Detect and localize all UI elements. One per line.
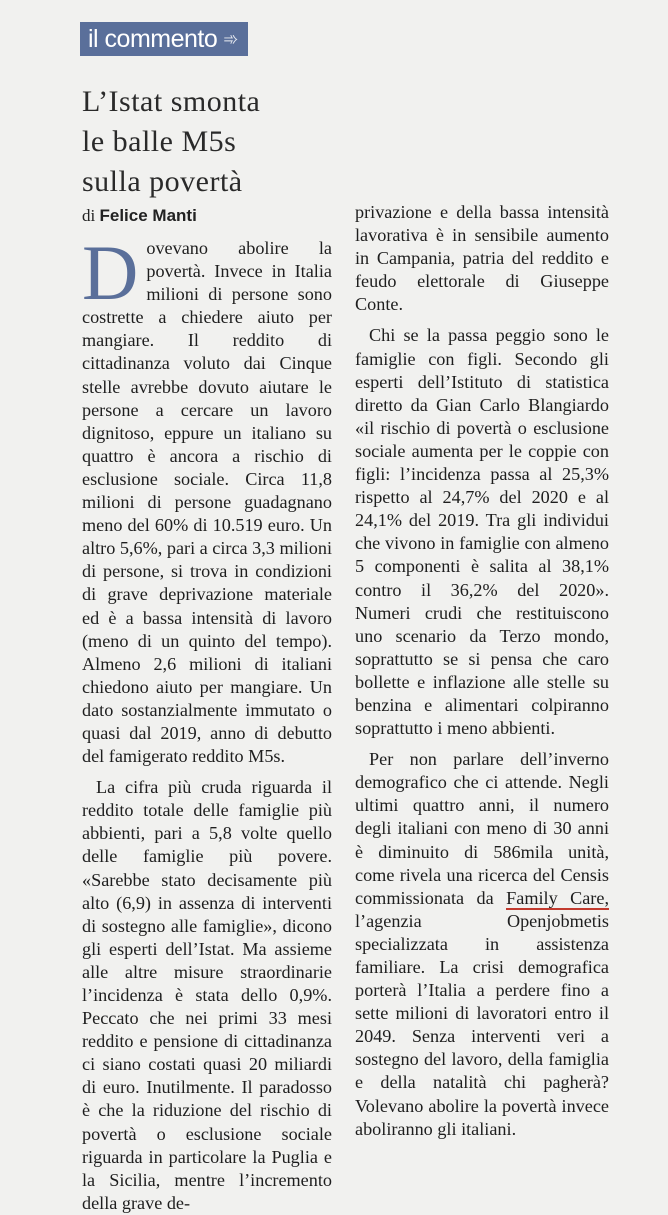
headline-line-1: L’Istat smonta bbox=[82, 85, 261, 118]
paragraph-5-end: l’agenzia Openjobmetis specializzata in assistenza familiare. La crisi demografica porterà l’Italia a perdere fino a sette milioni di lavoratori entro il 2049. Senza interventi veri a sostegno del lavoro, della famiglia e della natalità chi pagherà? Volevano abolire la povertà invece aboliranno gli italiani. bbox=[355, 910, 609, 1139]
headline bbox=[82, 82, 422, 202]
drop-cap: D bbox=[82, 229, 139, 316]
byline-prefix: di bbox=[82, 206, 96, 225]
headline-line-3: sulla povertà bbox=[82, 165, 243, 198]
article-column-2 bbox=[355, 201, 609, 1141]
paragraph-5-start: Per non parlare dell’inverno demografico che ci attende. Negli ultimi quattro anni, il numero degli italiani con meno di 30 anni è diminuito di 586mila unità, come rivela una ricerca del Censis commissionata da bbox=[355, 749, 609, 908]
article-column-1 bbox=[82, 229, 332, 1215]
paragraph-3: privazione e della bassa intensità lavorativa è in sensibile aumento in Campania, patria del reddito e feudo elettorale di Giuseppe Conte. bbox=[355, 202, 609, 315]
section-tag bbox=[80, 22, 248, 56]
headline-line-2: le balle M5s bbox=[82, 125, 237, 158]
author-name: Felice Manti bbox=[99, 206, 197, 225]
paragraph-5 bbox=[355, 748, 609, 1141]
double-arrow-icon: ➾ bbox=[223, 28, 238, 49]
section-label: il commento bbox=[88, 24, 218, 53]
paragraph-4: Chi se la passa peggio sono le famiglie con figli. Secondo gli esperti dell’Istituto di statistica diretto da Gian Carlo Blangiardo «il rischio di povertà o esclusione sociale aumenta per le coppie con figli: l’incidenza passa al 25,3% rispetto al 24,7% del 2020 e al 24,1% del 2019. Tra gli individui che vivono in famiglie con almeno 5 componenti è salita al 38,1% contro il 36,2% del 2020». Numeri crudi che restituiscono uno scenario da Terzo mondo, soprattutto se si pensa che caro bollette e inflazione alle stelle su benzina e alimentari colpiranno soprattutto i meno abbienti. bbox=[355, 325, 609, 739]
byline bbox=[82, 206, 197, 226]
paragraph-1-text: ovevano abolire la povertà. Invece in Italia milioni di persone sono costrette a chiedere aiuto per mangiare. Il reddito di cittadinanza voluto dai Cinque stelle avrebbe dovuto aiutare le persone a cercare un lavoro dignitoso, eppure un italiano su quattro è ancora a rischio di esclusione sociale. Circa 11,8 milioni di persone guadagnano meno del 60% di 10.519 euro. Un altro 5,6%, pari a circa 3,3 milioni di persone, si trova in condizioni di grave deprivazione materiale ed è a bassa intensità di lavoro (meno di un quinto del tempo). Almeno 2,6 milioni di italiani chiedono aiuto per mangiare. Un dato sostanzialmente immutato o quasi dal 2019, anno di debutto del famigerato reddito M5s. bbox=[82, 238, 332, 767]
paragraph-2: La cifra più cruda riguarda il reddito totale delle famiglie più abbienti, pari a 5,8 volte quello delle famiglie più povere. «Sarebbe stato decisamente più alto (6,9) in assenza di interventi di sostegno alle famiglie», dicono gli esperti dell’Istat. Ma assieme alle altre misure straordinarie l’incidenza è stata dello 0,9%. Peccato che nei primi 33 mesi reddito e pensione di cittadinanza ci siano costati quasi 20 miliardi di euro. Inutilmente. Il paradosso è che la riduzione del rischio di povertà o esclusione sociale riguarda in particolare la Puglia e la Sicilia, mentre l’incremento della grave de- bbox=[82, 777, 332, 1213]
highlighted-text: Family Care, bbox=[506, 887, 609, 908]
paragraph-1 bbox=[82, 229, 332, 768]
